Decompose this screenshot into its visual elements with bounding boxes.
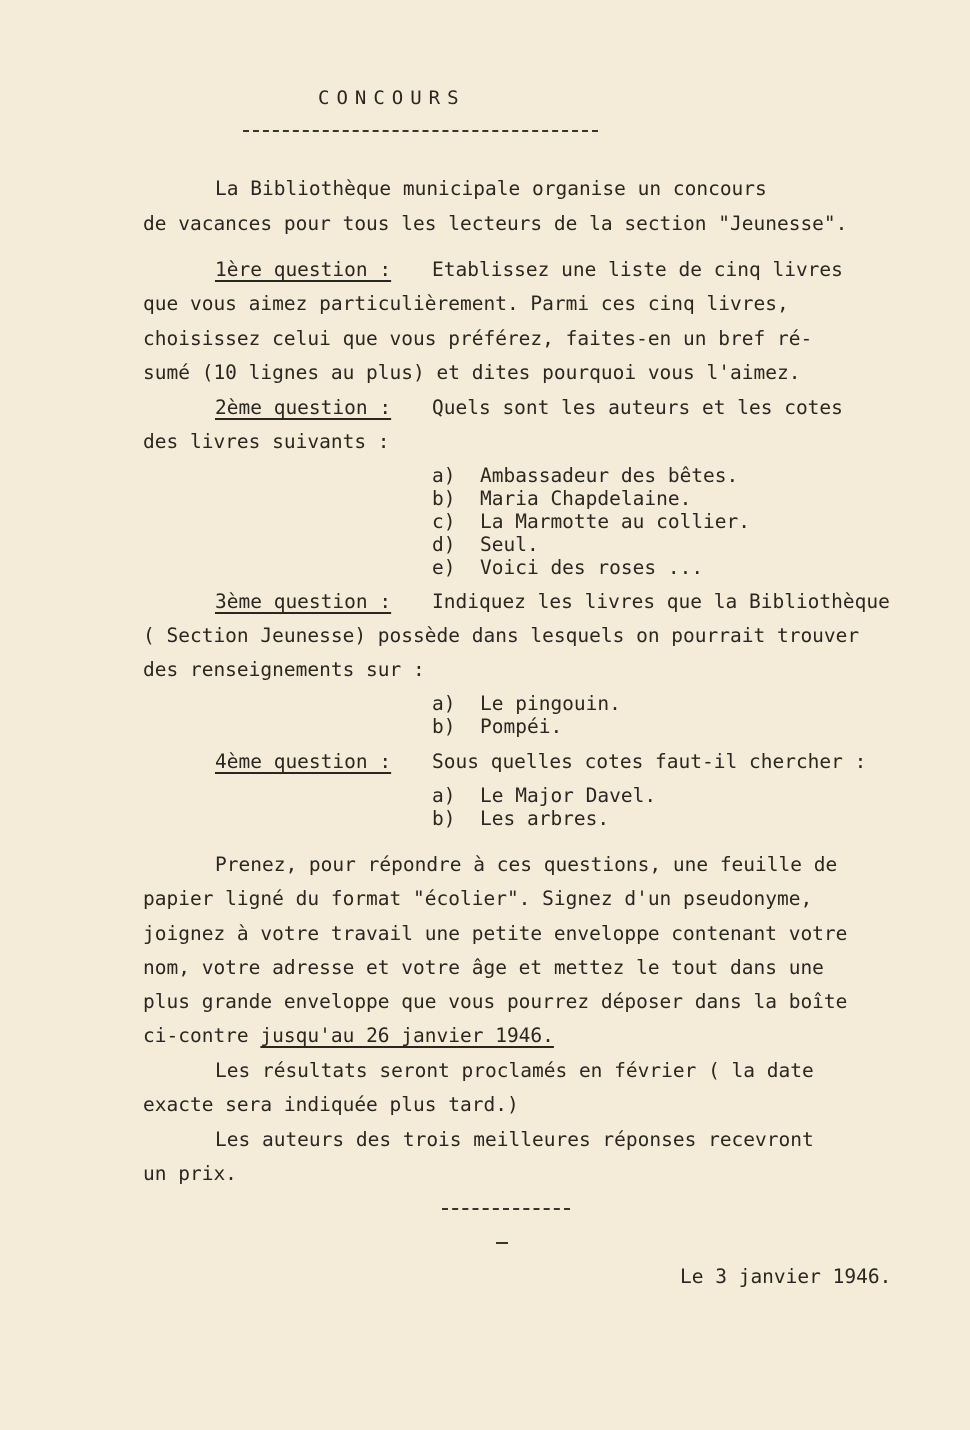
q3-line-1: Indiquez les livres que la Bibliothèque <box>432 590 890 613</box>
q2-item-letter: b) <box>432 487 456 510</box>
q2-item-text: Voici des roses ... <box>480 556 704 579</box>
q2-item-letter: c) <box>432 510 456 533</box>
results-line-1: Les résultats seront proclamés en février ( la date <box>215 1059 814 1082</box>
q1-line-2: que vous aimez particulièrement. Parmi ces cinq livres, <box>143 292 789 315</box>
q4-item-text: Le Major Davel. <box>480 784 657 807</box>
q4-item-letter: b) <box>432 807 456 830</box>
document-title: CONCOURS <box>318 87 466 109</box>
q2-line-2: des livres suivants : <box>143 430 390 453</box>
q3-item-letter: b) <box>432 715 456 738</box>
q2-line-1: Quels sont les auteurs et les cotes <box>432 396 843 419</box>
q2-item-text: Ambassadeur des bêtes. <box>480 464 739 487</box>
closing-rule <box>442 1208 570 1210</box>
title-rule <box>243 130 598 132</box>
q1-line-3: choisissez celui que vous préférez, faites-en un bref ré- <box>143 327 813 350</box>
q1-line-4: sumé (10 lignes au plus) et dites pourquoi vous l'aimez. <box>143 361 801 384</box>
q4-item-text: Les arbres. <box>480 807 610 830</box>
instructions-line-3: joignez à votre travail une petite enveloppe contenant votre <box>143 922 848 945</box>
q3-label: 3ème question : <box>215 590 392 613</box>
closing-dash <box>496 1242 508 1244</box>
q4-label: 4ème question : <box>215 750 392 773</box>
q2-item-text: Maria Chapdelaine. <box>480 487 692 510</box>
q1-line-1: Etablissez une liste de cinq livres <box>432 258 843 281</box>
q4-item-letter: a) <box>432 784 456 807</box>
instructions-line-5: plus grande enveloppe que vous pourrez déposer dans la boîte <box>143 990 848 1013</box>
q2-item-letter: e) <box>432 556 456 579</box>
q2-item-letter: d) <box>432 533 456 556</box>
instructions-line-2: papier ligné du format "écolier". Signez d'un pseudonyme, <box>143 887 813 910</box>
intro-line-1: La Bibliothèque municipale organise un concours <box>215 177 767 200</box>
results-line-2: exacte sera indiquée plus tard.) <box>143 1093 519 1116</box>
q2-item-text: La Marmotte au collier. <box>480 510 751 533</box>
q2-item-letter: a) <box>432 464 456 487</box>
instructions-line-1: Prenez, pour répondre à ces questions, une feuille de <box>215 853 838 876</box>
prize-line-2: un prix. <box>143 1162 237 1185</box>
q3-line-3: des renseignements sur : <box>143 658 425 681</box>
prize-line-1: Les auteurs des trois meilleures réponses recevront <box>215 1128 814 1151</box>
deadline: jusqu'au 26 janvier 1946. <box>260 1024 554 1047</box>
q3-item-text: Pompéi. <box>480 715 563 738</box>
q3-item-text: Le pingouin. <box>480 692 621 715</box>
intro-line-2: de vacances pour tous les lecteurs de la section "Jeunesse". <box>143 212 848 235</box>
instructions-prefix: ci-contre <box>143 1024 261 1047</box>
q2-label: 2ème question : <box>215 396 392 419</box>
q3-line-2: ( Section Jeunesse) possède dans lesquels on pourrait trouver <box>143 624 860 647</box>
q1-label: 1ère question : <box>215 258 392 281</box>
document-date: Le 3 janvier 1946. <box>680 1265 892 1288</box>
q3-item-letter: a) <box>432 692 456 715</box>
instructions-line-6 <box>143 1024 554 1048</box>
q4-line-1: Sous quelles cotes faut-il chercher : <box>432 750 867 773</box>
q2-item-text: Seul. <box>480 533 539 556</box>
instructions-line-4: nom, votre adresse et votre âge et mettez le tout dans une <box>143 956 824 979</box>
